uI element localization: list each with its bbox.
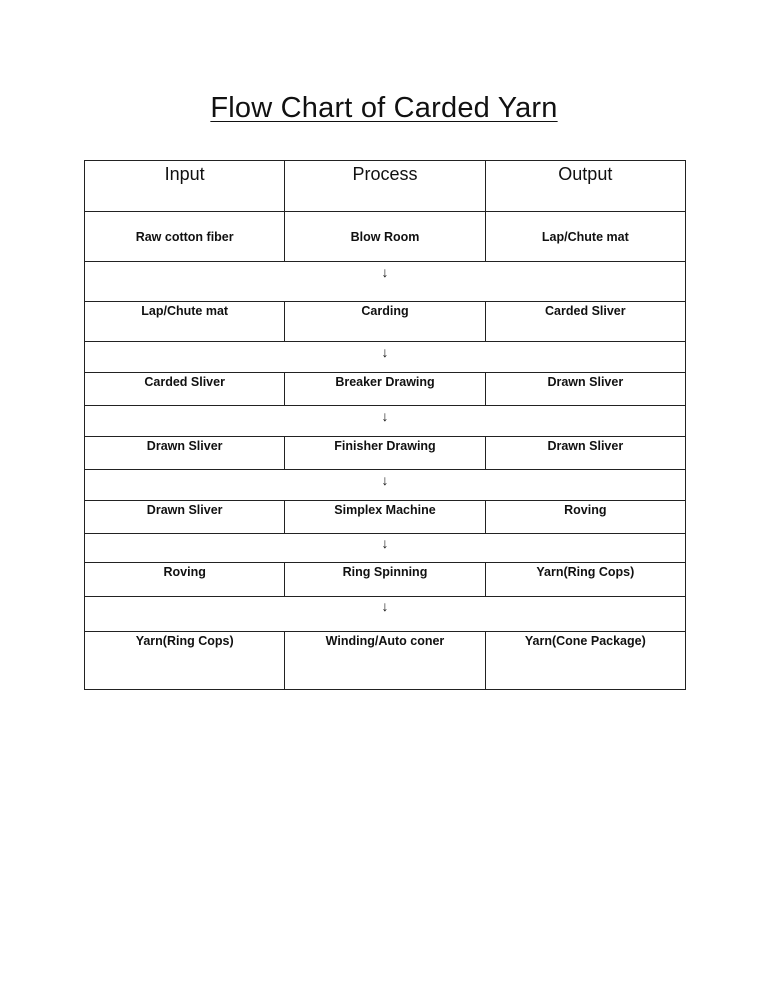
input-cell: Drawn Sliver xyxy=(85,437,285,470)
input-cell: Yarn(Ring Cops) xyxy=(85,632,285,690)
arrow-row xyxy=(85,534,686,563)
process-cell: Simplex Machine xyxy=(285,501,485,534)
header-output: Output xyxy=(485,161,685,212)
output-cell: Drawn Sliver xyxy=(485,373,685,406)
down-arrow-icon: ↓ xyxy=(85,597,686,632)
page-title: Flow Chart of Carded Yarn xyxy=(210,92,558,124)
header-row xyxy=(85,161,686,212)
output-cell: Drawn Sliver xyxy=(485,437,685,470)
arrow-row xyxy=(85,597,686,632)
down-arrow-icon: ↓ xyxy=(85,406,686,437)
header-input: Input xyxy=(85,161,285,212)
input-cell: Lap/Chute mat xyxy=(85,302,285,342)
down-arrow-icon: ↓ xyxy=(85,470,686,501)
flow-chart-table xyxy=(84,160,686,690)
header-process: Process xyxy=(285,161,485,212)
table-row xyxy=(85,563,686,597)
output-cell: Carded Sliver xyxy=(485,302,685,342)
table-row xyxy=(85,437,686,470)
table-row xyxy=(85,302,686,342)
table-row xyxy=(85,212,686,262)
input-cell: Roving xyxy=(85,563,285,597)
arrow-row xyxy=(85,262,686,302)
output-cell: Yarn(Ring Cops) xyxy=(485,563,685,597)
process-cell: Breaker Drawing xyxy=(285,373,485,406)
input-cell: Raw cotton fiber xyxy=(85,212,285,262)
input-cell: Drawn Sliver xyxy=(85,501,285,534)
down-arrow-icon: ↓ xyxy=(85,342,686,373)
table-row xyxy=(85,373,686,406)
output-cell: Yarn(Cone Package) xyxy=(485,632,685,690)
process-cell: Carding xyxy=(285,302,485,342)
down-arrow-icon: ↓ xyxy=(85,262,686,302)
arrow-row xyxy=(85,406,686,437)
down-arrow-icon: ↓ xyxy=(85,534,686,563)
process-cell: Blow Room xyxy=(285,212,485,262)
input-cell: Carded Sliver xyxy=(85,373,285,406)
process-cell: Finisher Drawing xyxy=(285,437,485,470)
arrow-row xyxy=(85,342,686,373)
process-cell: Winding/Auto coner xyxy=(285,632,485,690)
arrow-row xyxy=(85,470,686,501)
process-cell: Ring Spinning xyxy=(285,563,485,597)
output-cell: Lap/Chute mat xyxy=(485,212,685,262)
table-row xyxy=(85,632,686,690)
table-row xyxy=(85,501,686,534)
output-cell: Roving xyxy=(485,501,685,534)
